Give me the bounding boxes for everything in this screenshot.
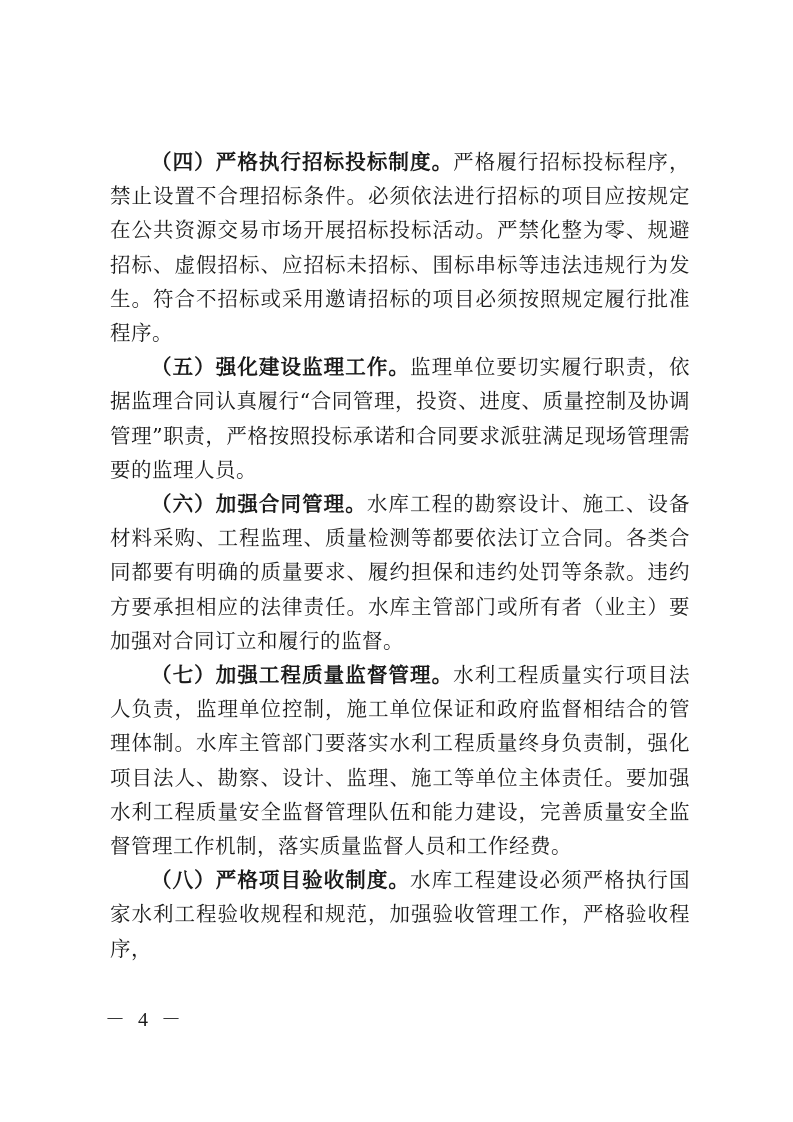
paragraph-4 [110,145,690,350]
paragraph-5 [110,350,690,487]
paragraph-body: 严格履行招标投标程序，禁止设置不合理招标条件。必须依法进行招标的项目应按规定在公共资源交易市场开展招标投标活动。严禁化整为零、规避招标、虚假招标、应招标未招标、围标串标等违法违规行为发生。符合不招标或采用邀请招标的项目必须按照规定履行批准程序。 [110,150,691,346]
paragraph-body: 水库工程的勘察设计、施工、设备材料采购、工程监理、质量检测等都要依法订立合同。各类合同都要有明确的质量要求、履约担保和违约处罚等条款。违约方要承担相应的法律责任。水库主管部门或所有者（业主）要加强对合同订立和履行的监督。 [110,492,691,653]
paragraph-heading: （八）严格项目验收制度。 [151,868,410,893]
paragraph-body: 水利工程质量实行项目法人负责，监理单位控制，施工单位保证和政府监督相结合的管理体制。水库主管部门要落实水利工程质量终身负责制，强化项目法人、勘察、设计、监理、施工等单位主体责任。要加强水利工程质量安全监督管理队伍和能力建设，完善质量安全监督管理工作机制，落实质量监督人员和工作经费。 [110,663,691,859]
body-text [110,145,690,966]
paragraph-6 [110,487,690,658]
paragraph-heading: （四）严格执行招标投标制度。 [151,150,454,174]
paragraph-body: 监理单位要切实履行职责，依据监理合同认真履行“合同管理，投资、进度、质量控制及协调管理”职责，严格按照投标承诺和合同要求派驻满足现场管理需要的监理人员。 [110,355,690,482]
paragraph-heading: （五）强化建设监理工作。 [151,355,410,380]
paragraph-heading: （六）加强合同管理。 [151,492,367,517]
paragraph-body: 水库工程建设必须严格执行国家水利工程验收规程和规范，加强验收管理工作，严格验收程序， [110,868,690,961]
paragraph-7 [110,658,690,863]
paragraph-heading: （七）加强工程质量监督管理。 [151,663,454,688]
page-number: － 4 － [105,1009,185,1031]
paragraph-8 [110,863,690,966]
